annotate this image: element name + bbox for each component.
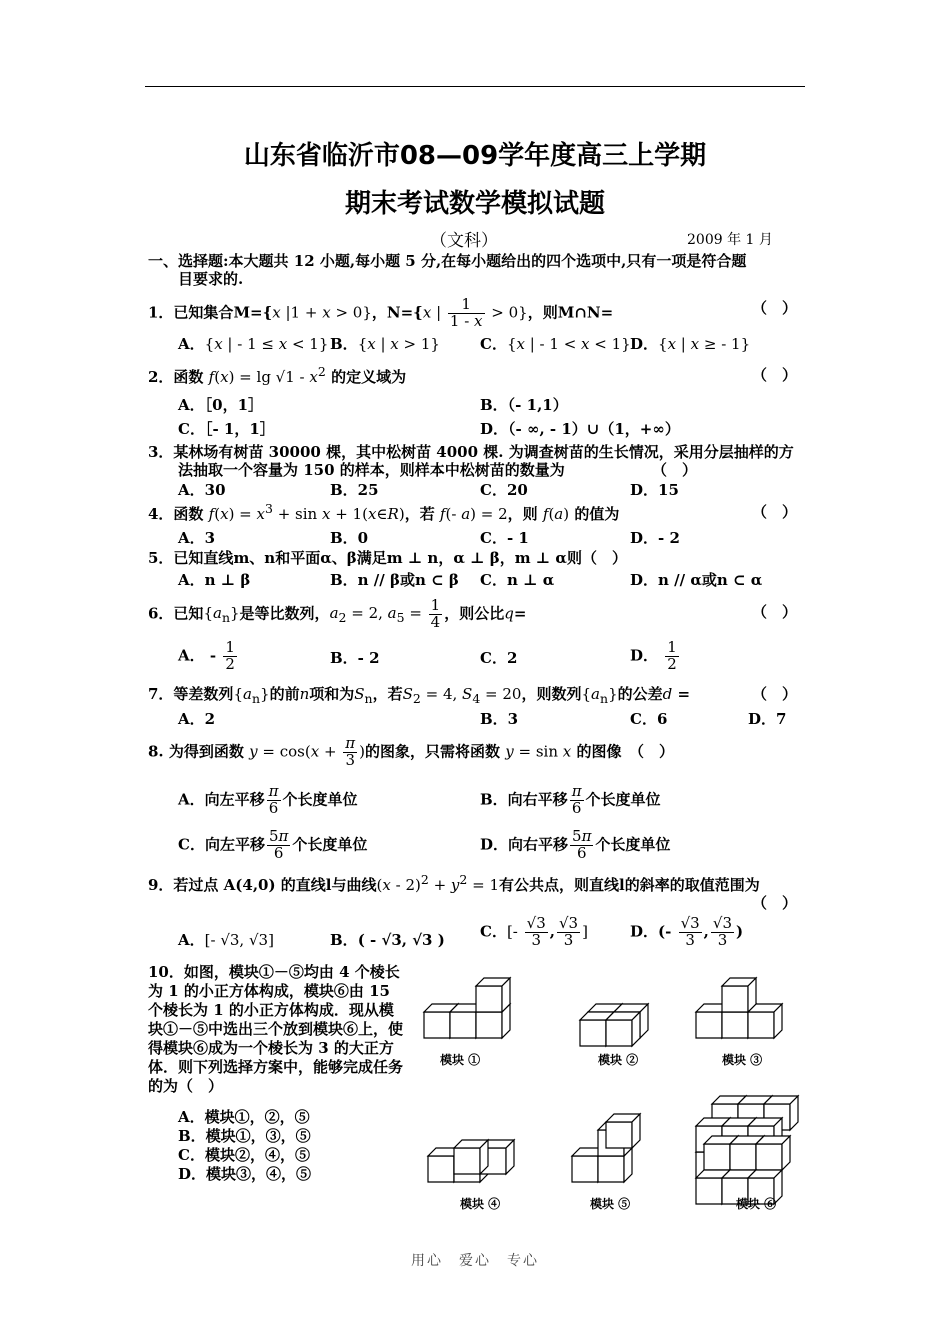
page-footer: 用心 爱心 专心 bbox=[411, 1253, 539, 1269]
q10-option-a: A．模块①，②，⑤ bbox=[178, 1108, 310, 1126]
q5-option-d: D．n // α或n ⊂ α bbox=[630, 571, 763, 589]
q8-option-b: B．向右平移 $\frac{\pi}{6}$ 个长度单位 bbox=[480, 782, 661, 817]
module-5-caption: 模块 ⑤ bbox=[590, 1197, 631, 1211]
q5-option-b: B．n // β或n ⊂ β bbox=[330, 571, 459, 589]
q6-option-b: B．- 2 bbox=[330, 649, 380, 667]
q6-option-a: A． - $\frac{1}{2}$ bbox=[178, 638, 235, 673]
module-5-shape bbox=[572, 1114, 640, 1182]
q10-option-d: D．模块③，④，⑤ bbox=[178, 1165, 312, 1183]
q8-option-c: C．向左平移 $\frac{5\pi}{6}$ 个长度单位 bbox=[178, 827, 368, 862]
section-heading: 一、选择题:本大题共 12 小题,每小题 5 分,在每小题给出的四个选项中,只有一项是符合题 bbox=[148, 252, 747, 270]
module-6-caption: 模块 ⑥ bbox=[736, 1197, 777, 1211]
q3-line1: 3．某林场有树苗 30000 棵，其中松树苗 4000 棵. 为调查树苗的生长情况，采用分层抽样的方 bbox=[148, 443, 794, 461]
q4-option-b: B．0 bbox=[330, 529, 369, 547]
q1-option-a: A．{x | - 1 ≤ x < 1} bbox=[178, 335, 329, 353]
module-4-caption: 模块 ④ bbox=[460, 1197, 501, 1211]
header-rule bbox=[145, 86, 805, 87]
q5-option-c: C．n ⊥ α bbox=[480, 571, 555, 589]
q1-option-d: D．{x | x ≥ - 1} bbox=[630, 335, 751, 353]
q9-option-d: D．(- $\frac{√3}{3}$ , $\frac{√3}{3}$ ) bbox=[630, 914, 744, 949]
q3-option-d: D．15 bbox=[630, 481, 679, 499]
q3-option-a: A．30 bbox=[178, 481, 226, 499]
date-label: 2009 年 1 月 bbox=[687, 232, 773, 248]
q3-answer-paren: （ ） bbox=[652, 461, 698, 479]
module-1-caption: 模块 ① bbox=[440, 1053, 481, 1067]
q7-option-c: C．6 bbox=[630, 710, 668, 728]
q1-stem: 1．已知集合M={x |1 + x > 0}，N={x | $\frac{1}{1 - x}$ > 0}，则M∩N= bbox=[148, 295, 614, 330]
q2-answer-paren: （ ） bbox=[752, 366, 798, 384]
q9-stem: 9．若过点 A(4,0) 的直线l与曲线$(x - 2)^2 + y^2 = 1$有公共点，则直线l的斜率的取值范围为 bbox=[148, 872, 760, 894]
cube-modules-figure bbox=[410, 960, 810, 1220]
q2-option-a: A．［0，1］ bbox=[178, 396, 264, 414]
q4-answer-paren: （ ） bbox=[752, 503, 798, 521]
q8-option-a: A．向左平移 $\frac{\pi}{6}$ 个长度单位 bbox=[178, 782, 358, 817]
section-heading-cont: 目要求的. bbox=[178, 270, 244, 288]
q9-option-a: A．[- √3, √3] bbox=[178, 931, 274, 949]
q2-option-d: D．（- ∞, - 1）∪（1，+∞） bbox=[480, 420, 680, 438]
module-2-caption: 模块 ② bbox=[598, 1053, 639, 1067]
module-1-shape bbox=[424, 978, 510, 1038]
q1-option-b: B．{x | x > 1} bbox=[330, 335, 440, 353]
q3-option-c: C．20 bbox=[480, 481, 528, 499]
q3-line2: 法抽取一个容量为 150 的样本，则样本中松树苗的数量为 bbox=[178, 461, 565, 479]
q10-option-c: C．模块②，④，⑤ bbox=[178, 1146, 310, 1164]
q10-stem: 10．如图，模块①－⑤均由 4 个棱长为 1 的小正方体构成，模块⑥由 15 个棱长为 1 的小正方体构成．现从模块①－⑤中选出三个放到模块⑥上，使得模块⑥成为一个棱长为 3 的大正方体．则下列选择方案中，能够完成任务的为（ ） bbox=[148, 963, 404, 1095]
q4-stem: 4．函数 $f(x) = x^3 + \sin x$ + 1(x∈R)，若 f(- a) = 2，则 f(a) 的值为 bbox=[148, 501, 620, 523]
q4-option-d: D．- 2 bbox=[630, 529, 680, 547]
q2-option-c: C．［- 1，1］ bbox=[178, 420, 275, 438]
q4-option-c: C．- 1 bbox=[480, 529, 529, 547]
subject-label: （文科） bbox=[430, 231, 498, 251]
q6-option-d: D． $\frac{1}{2}$ bbox=[630, 638, 677, 673]
q1-answer-paren: （ ） bbox=[752, 299, 798, 317]
q9-option-c: C．[- $\frac{√3}{3}$ , $\frac{√3}{3}$ ] bbox=[480, 914, 588, 949]
q6-option-c: C．2 bbox=[480, 649, 518, 667]
page-title-line1: 山东省临沂市08—09学年度高三上学期 bbox=[243, 141, 707, 171]
q7-stem: 7．等差数列$\{a_n\}$的前n项和为$S_n$，若$S_2 = 4$, $S_4 = 20$，则数列$\{a_n\}$的公差d = bbox=[148, 685, 691, 706]
q7-answer-paren: （ ） bbox=[752, 685, 798, 703]
q7-option-a: A．2 bbox=[178, 710, 216, 728]
q6-answer-paren: （ ） bbox=[752, 603, 798, 621]
q3-option-b: B．25 bbox=[330, 481, 379, 499]
module-3-shape bbox=[696, 978, 782, 1038]
q2-option-b: B．（- 1,1） bbox=[480, 396, 568, 414]
q10-option-b: B．模块①，③，⑤ bbox=[178, 1127, 311, 1145]
module-3-caption: 模块 ③ bbox=[722, 1053, 763, 1067]
q8-option-d: D．向右平移 $\frac{5\pi}{6}$ 个长度单位 bbox=[480, 827, 671, 862]
module-4-shape bbox=[428, 1140, 514, 1182]
page-title-line2: 期末考试数学模拟试题 bbox=[344, 189, 605, 219]
q5-stem: 5．已知直线m、n和平面α、β满足m ⊥ n，α ⊥ β，m ⊥ α则（ ） bbox=[148, 549, 627, 567]
module-6-shape bbox=[696, 1096, 798, 1204]
q8-stem: 8. 为得到函数 y = cos(x + $\frac{\pi}{3}$ )的图象，只需将函数 y = sin x 的图像 （ ） bbox=[148, 734, 674, 769]
q6-stem: 6．已知$\{a_n\}$是等比数列，$a_2 = 2$, $a_5$ = $\frac{1}{4}$ ，则公比q= bbox=[148, 596, 527, 631]
q7-option-b: B．3 bbox=[480, 710, 519, 728]
q5-option-a: A．n ⊥ β bbox=[178, 571, 251, 589]
q4-option-a: A．3 bbox=[178, 529, 216, 547]
q7-option-d: D．7 bbox=[748, 710, 787, 728]
q9-option-b: B．( - √3, √3 ) bbox=[330, 931, 445, 949]
q2-stem: 2．函数 $f(x) = \lg √1 - x^2$ 的定义域为 bbox=[148, 364, 407, 386]
q9-answer-paren: （ ） bbox=[752, 894, 798, 912]
module-2-shape bbox=[580, 1004, 648, 1046]
q1-option-c: C．{x | - 1 < x < 1} bbox=[480, 335, 631, 353]
